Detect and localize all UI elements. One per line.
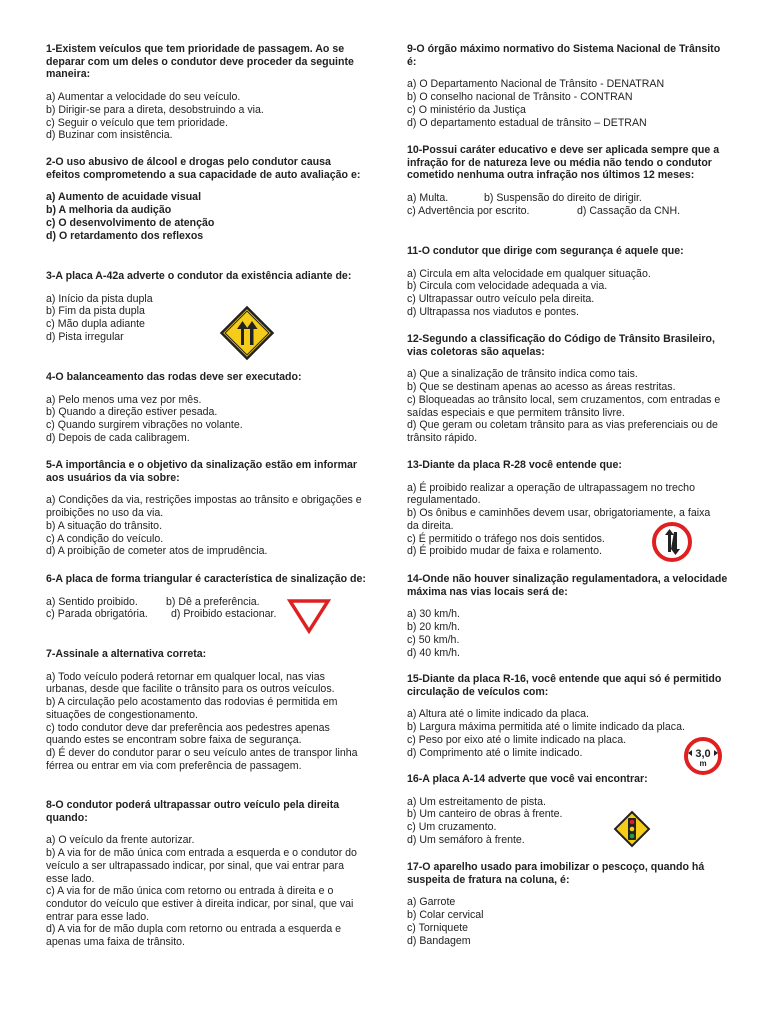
option-c: c) A condição do veículo.: [46, 532, 164, 545]
option-d: d) Cassação da CNH.: [577, 204, 681, 217]
question-2: [46, 156, 366, 242]
option-c: c) todo condutor deve dar preferência aos pedestres apenas quando estes se encontram sobre faixa de segurança.: [46, 721, 330, 747]
options-row: [407, 192, 732, 205]
question-7: [46, 648, 366, 772]
option-b: b) A circulação pelo acostamento das rodovias é permitida em situações de congestionamento.: [46, 696, 338, 721]
options: [407, 192, 732, 217]
option-a: a) Início da pista dupla: [46, 292, 153, 305]
option-c: c) Um cruzamento.: [407, 821, 497, 834]
option-d: d) É dever do condutor parar o seu veículo antes de transpor linha férrea ou entrar em via com preferência de passagem.: [46, 746, 358, 772]
sign-a14-traffic-light-icon: [612, 809, 652, 849]
option-a: a) Condições da via, restrições impostas ao trânsito e obrigações e proibições no uso da via.: [46, 494, 362, 520]
option-d: d) Bandagem: [407, 934, 471, 947]
sign-r16-max-width-icon: [683, 736, 723, 776]
option-a: a) Multa.: [407, 192, 449, 205]
option-d: d) O retardamento dos reflexos: [46, 229, 204, 242]
options: [46, 191, 366, 242]
options: [46, 671, 366, 773]
options: [407, 896, 732, 947]
option-b: b) A situação do trânsito.: [46, 519, 163, 532]
option-a: a) O Departamento Nacional de Trânsito - DENATRAN: [407, 78, 665, 91]
option-b: b) Largura máxima permitida até o limite indicado da placa.: [407, 721, 685, 734]
question-9: [407, 43, 732, 129]
question-stem: 15-Diante da placa R-16, você entende que aqui só é permitido circulação de veículos com:: [407, 673, 722, 698]
question-4: [46, 371, 366, 445]
option-c: c) O desenvolvimento de atenção: [46, 216, 215, 229]
option-d: d) Depois de cada calibragem.: [46, 431, 190, 444]
options: [46, 293, 366, 344]
question-stem: 9-O órgão máximo normativo do Sistema Nacional de Trânsito é:: [407, 43, 721, 68]
option-a: a) Aumentar a velocidade do seu veículo.: [46, 91, 241, 104]
option-d: d) Proibido estacionar.: [171, 608, 277, 621]
option-c: c) Mão dupla adiante: [46, 318, 145, 331]
option-a: a) Pelo menos uma vez por mês.: [46, 393, 202, 406]
option-b: b) Os ônibus e caminhões devem usar, obrigatoriamente, a faixa da direita.: [407, 507, 711, 532]
question-stem: 4-O balanceamento das rodas deve ser executado:: [46, 371, 302, 383]
question-stem: 17-O aparelho usado para imobilizar o pescoço, quando há suspeita de fratura na coluna, é:: [407, 861, 705, 886]
option-b: b) Quando a direção estiver pesada.: [46, 406, 218, 419]
option-b: b) Colar cervical: [407, 909, 484, 922]
options: [407, 608, 732, 659]
option-b: b) Dê a preferência.: [166, 595, 260, 608]
question-1: [46, 43, 366, 142]
option-a: a) Garrote: [407, 896, 456, 909]
question-17: [407, 861, 732, 947]
option-c: c) Ultrapassar outro veículo pela direita.: [407, 293, 595, 306]
option-a: a) Todo veículo poderá retornar em qualquer local, nas vias urbanas, desde que facilite o trânsito para os outros veículos.: [46, 670, 335, 696]
question-stem: 7-Assinale a alternativa correta:: [46, 648, 207, 660]
option-a: a) É proibido realizar a operação de ultrapassagem no trecho regulamentado.: [407, 481, 695, 507]
question-stem: 6-A placa de forma triangular é característica de sinalização de:: [46, 573, 366, 585]
option-a: a) 30 km/h.: [407, 608, 460, 621]
option-a: a) Que a sinalização de trânsito indica como tais.: [407, 368, 638, 381]
question-16: [407, 773, 732, 847]
option-b: b) 20 km/h.: [407, 621, 460, 634]
option-a: a) Altura até o limite indicado da placa.: [407, 708, 589, 721]
question-3: [46, 270, 366, 344]
options: [407, 268, 732, 319]
option-c: c) É permitido o tráfego nos dois sentidos.: [407, 532, 605, 545]
option-a: a) Circula em alta velocidade em qualquer situação.: [407, 267, 651, 280]
option-c: c) Torniquete: [407, 921, 469, 934]
option-c: c) 50 km/h.: [407, 633, 460, 646]
option-d: d) A proibição de cometer atos de imprudência.: [46, 545, 268, 558]
option-c: c) Advertência por escrito.: [407, 204, 530, 217]
question-stem: 13-Diante da placa R-28 você entende que:: [407, 459, 622, 471]
options: [407, 796, 732, 847]
option-b: b) Dirigir-se para a direta, desobstruindo a via.: [46, 103, 264, 116]
sign-a42a-dual-lane-icon: [219, 305, 275, 361]
options-row: [407, 205, 732, 218]
question-stem: 16-A placa A-14 adverte que você vai encontrar:: [407, 773, 648, 785]
options: [407, 78, 732, 129]
option-c: c) Bloqueadas ao trânsito local, sem cruzamentos, com entradas e saídas especiais e que permitem trânsito livre.: [407, 393, 721, 419]
sign-r16-value: 3,0: [695, 748, 711, 760]
option-b: b) A via for de mão única com entrada a esquerda e o condutor do veículo a ser ultrapassado indicar, por sinal, que vai entrar para esse lado.: [46, 847, 357, 885]
question-stem: 1-Existem veículos que tem prioridade de passagem. Ao se deparar com um deles o condutor deve proceder da seguinte maneira:: [46, 43, 354, 81]
option-a: a) O veículo da frente autorizar.: [46, 834, 195, 847]
option-b: b) Que se destinam apenas ao acesso as áreas restritas.: [407, 381, 676, 394]
question-stem: 2-O uso abusivo de álcool e drogas pelo condutor causa efeitos comprometendo a sua capacidade de auto avaliação e:: [46, 156, 361, 181]
option-c: c) Peso por eixo até o limite indicado na placa.: [407, 733, 627, 746]
option-d: d) É proibido mudar de faixa e rolamento.: [407, 545, 602, 558]
question-stem: 12-Segundo a classificação do Código de Trânsito Brasileiro, vias coletoras são aquelas:: [407, 333, 715, 358]
option-c: c) Quando surgirem vibrações no volante.: [46, 419, 243, 432]
option-b: b) O conselho nacional de Trânsito - CONTRAN: [407, 91, 633, 104]
option-d: d) Comprimento até o limite indicado.: [407, 746, 583, 759]
option-d: d) Que geram ou coletam trânsito para as vias preferenciais ou de trânsito rápido.: [407, 419, 718, 444]
options: [46, 834, 366, 948]
question-stem: 3-A placa A-42a adverte o condutor da existência adiante de:: [46, 270, 352, 282]
question-stem: 11-O condutor que dirige com segurança é aquele que:: [407, 245, 684, 257]
question-stem: 10-Possui caráter educativo e deve ser aplicada sempre que a infração for de natureza leve ou média não tendo o condutor cometido nenhuma outra infração nos últimos 12 meses:: [407, 144, 720, 182]
options: [46, 394, 366, 445]
option-d: d) 40 km/h.: [407, 646, 460, 659]
option-d: d) O departamento estadual de trânsito – DETRAN: [407, 116, 647, 129]
options: [46, 91, 366, 142]
option-d: d) Buzinar com insistência.: [46, 129, 173, 142]
option-b: b) Suspensão do direito de dirigir.: [484, 192, 642, 205]
sign-r16-unit: m: [699, 759, 707, 768]
option-c: c) Seguir o veículo que tem prioridade.: [46, 116, 228, 129]
option-b: b) Circula com velocidade adequada a via.: [407, 280, 608, 293]
sign-yield-triangle-icon: [287, 598, 331, 634]
question-stem: 14-Onde não houver sinalização regulamentadora, a velocidade máxima nas vias locais será de:: [407, 573, 728, 598]
question-10: [407, 144, 732, 218]
option-b: b) Um canteiro de obras à frente.: [407, 808, 563, 821]
options: [46, 494, 366, 558]
option-d: d) A via for de mão dupla com retorno ou entrada a esquerda e apenas uma faixa de trânsito.: [46, 923, 342, 949]
question-5: [46, 459, 366, 558]
question-14: [407, 573, 732, 659]
option-a: a) Sentido proibido.: [46, 595, 138, 608]
option-b: b) A melhoria da audição: [46, 204, 172, 217]
option-d: d) Um semáforo à frente.: [407, 833, 525, 846]
option-c: c) A via for de mão única com retorno ou entrada à direita e o condutor do veículo que estiver à direita indicar, por sinal, que vai entrar para esse lado.: [46, 885, 354, 923]
option-a: a) Um estreitamento de pista.: [407, 795, 546, 808]
option-d: d) Ultrapassa nos viadutos e pontes.: [407, 305, 579, 318]
question-stem: 8-O condutor poderá ultrapassar outro veículo pela direita quando:: [46, 799, 340, 824]
option-a: a) Aumento de acuidade visual: [46, 191, 202, 204]
option-c: c) O ministério da Justiça: [407, 103, 526, 116]
option-d: d) Pista irregular: [46, 330, 124, 343]
option-b: b) Fim da pista dupla: [46, 305, 145, 318]
question-11: [407, 245, 732, 319]
options: [407, 368, 732, 444]
question-8: [46, 799, 366, 949]
question-12: [407, 333, 732, 445]
sign-r28-two-way-icon: [651, 521, 693, 563]
question-stem: 5-A importância e o objetivo da sinalização estão em informar aos usuários da via sobre:: [46, 459, 358, 484]
option-c: c) Parada obrigatória.: [46, 608, 148, 621]
